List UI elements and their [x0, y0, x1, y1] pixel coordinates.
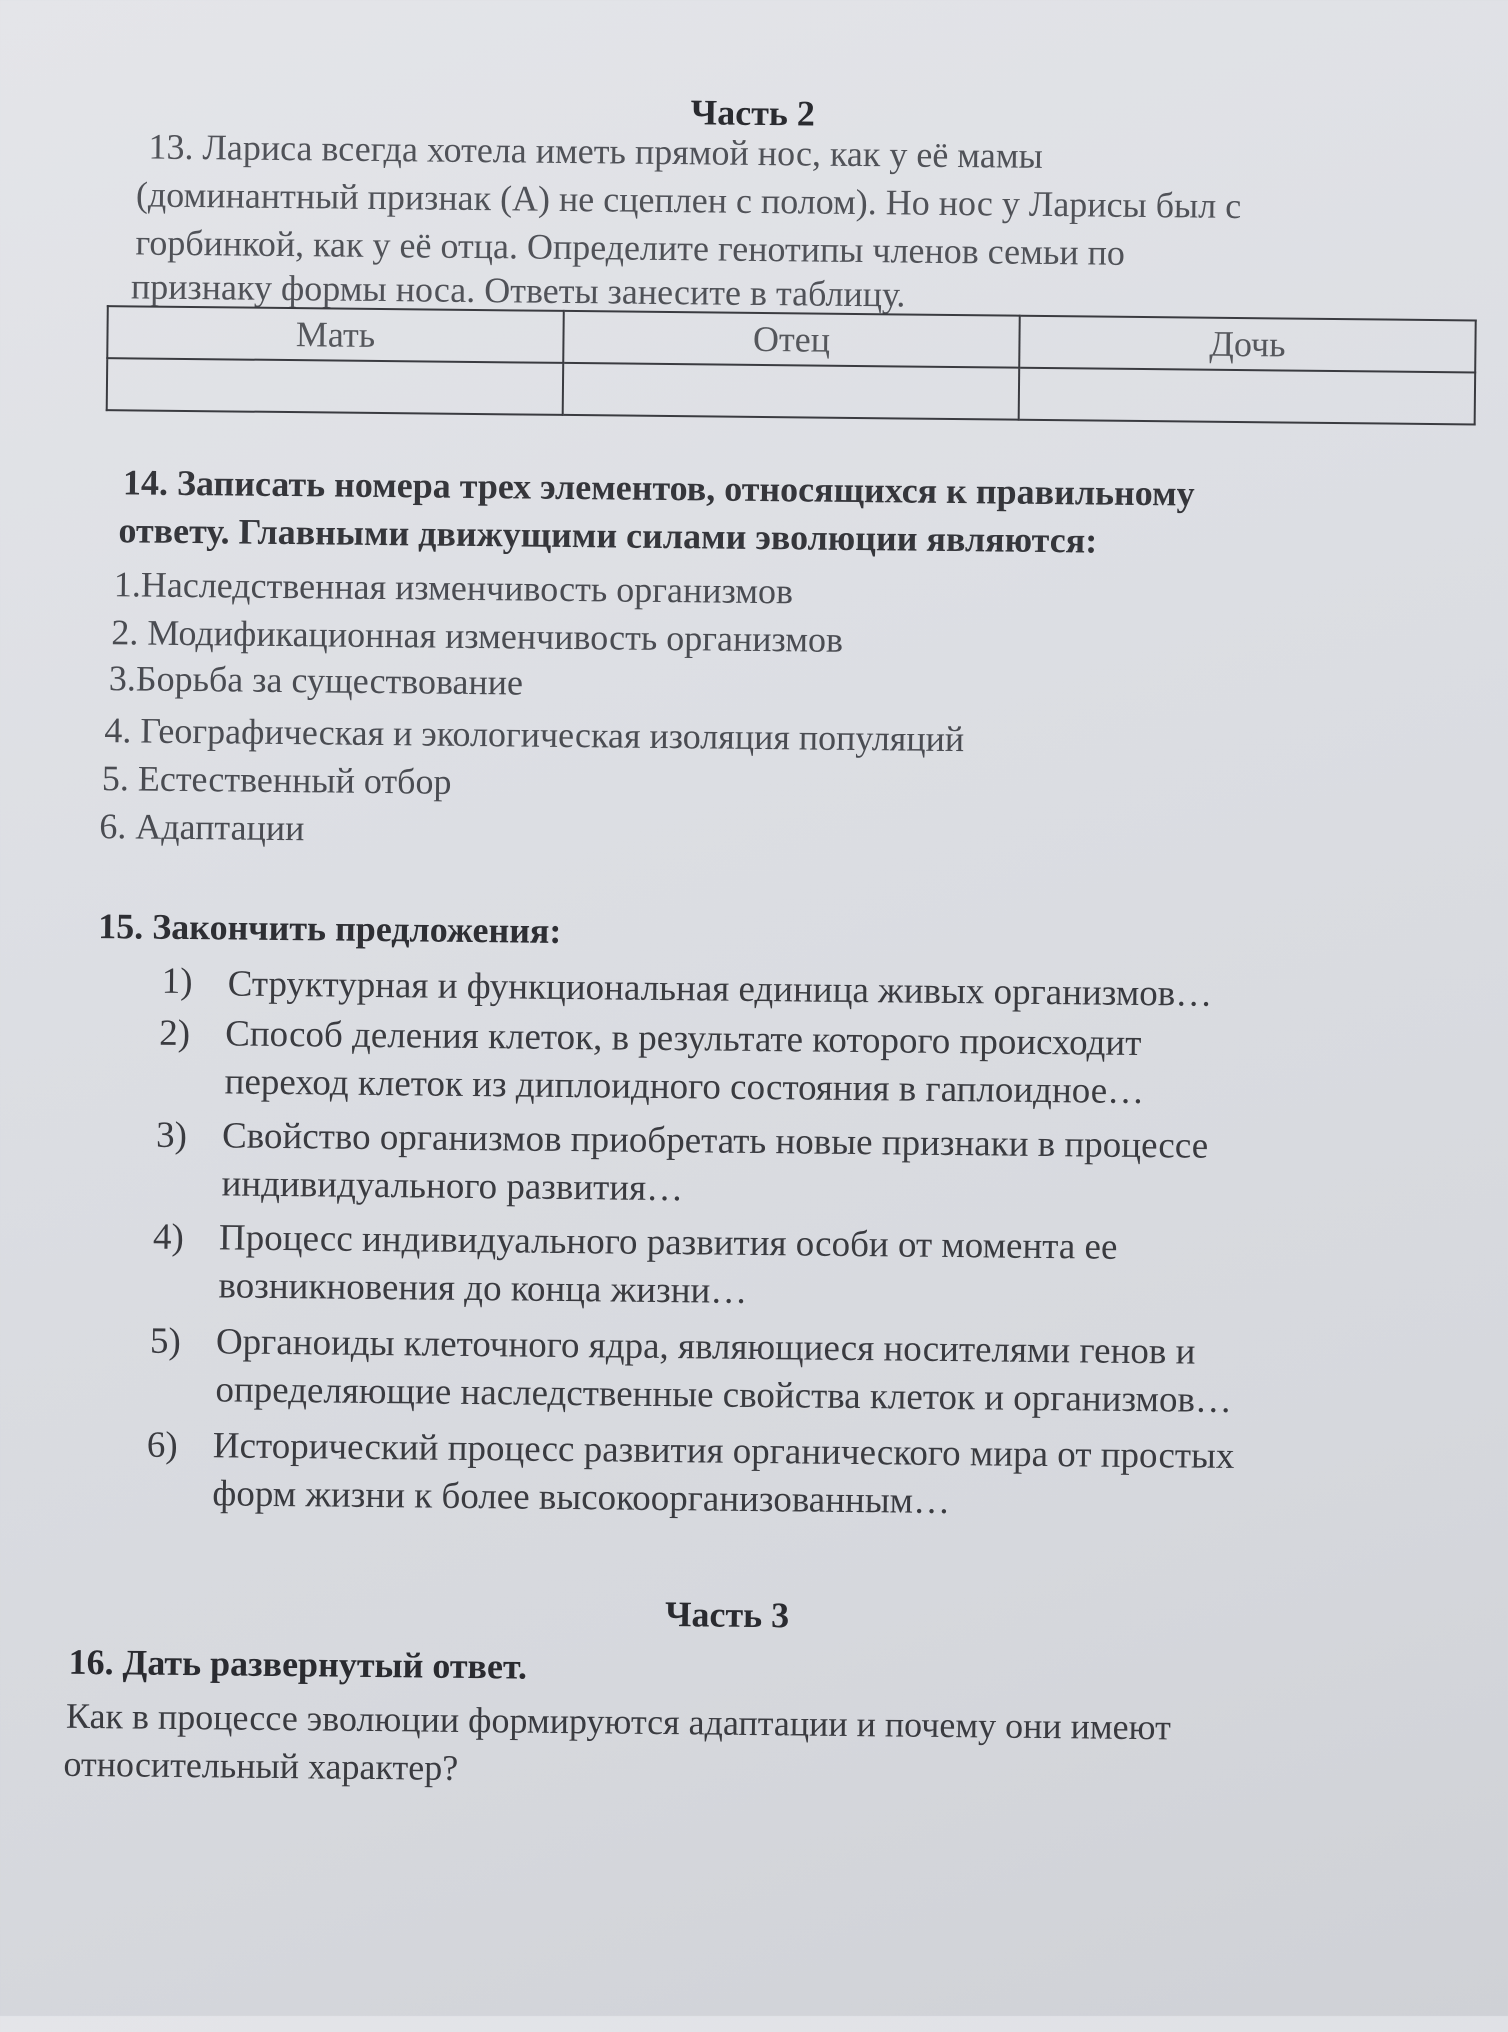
q15-item-6-number: 6): [146, 1424, 178, 1466]
header-daughter: Дочь: [1019, 316, 1476, 373]
q14-option-1: 1.Наследственная изменчивость организмов: [113, 564, 794, 612]
q14-option-2: 2. Модификационная изменчивость организмов: [111, 612, 844, 660]
q13-line-3: горбинкой, как у её отца. Определите генотипы членов семьи по: [135, 222, 1126, 273]
q15-item-3-line-2: индивидуального развития…: [221, 1163, 684, 1210]
answer-cell-father[interactable]: [563, 363, 1020, 420]
q15-item-5-number: 5): [149, 1320, 182, 1362]
q15-item-4-line-2: возникновения до конца жизни…: [218, 1265, 748, 1312]
q15-item-3-number: 3): [155, 1114, 188, 1157]
part3-title: Часть 3: [664, 1594, 790, 1636]
q15-item-3-line-1: Свойство организмов приобретать новые признаки в процессе: [221, 1115, 1209, 1167]
q15-item-2-line-2: переход клеток из диплоидного состояния в гаплоидное…: [224, 1061, 1145, 1113]
q15-item-5-line-1: Органоиды клеточного ядра, являющиеся носителями генов и: [215, 1321, 1196, 1373]
q15-item-1-number: 1): [161, 960, 193, 1003]
q15-item-4-number: 4): [152, 1216, 185, 1258]
q15-item-4-line-1: Процесс индивидуального развития особи от момента ее: [218, 1217, 1118, 1268]
answer-cell-daughter[interactable]: [1019, 368, 1476, 425]
q16-line-2: относительный характер?: [63, 1743, 459, 1788]
header-mother: Мать: [107, 306, 564, 363]
q14-option-6: 6. Адаптации: [99, 806, 305, 849]
q15-item-1-line-1: Структурная и функциональная единица живых организмов…: [227, 963, 1213, 1015]
q15-title: 15. Закончить предложения:: [98, 906, 562, 951]
q15-item-5-line-2: определяющие наследственные свойства клеток и организмов…: [215, 1369, 1233, 1421]
q13-line-4: признаку формы носа. Ответы занесите в таблицу.: [130, 266, 906, 315]
q14-option-3: 3.Борьба за существование: [108, 658, 524, 703]
q15-item-6-line-2: форм жизни к более высокоорганизованным…: [212, 1473, 951, 1523]
answer-table: [106, 305, 1477, 425]
q14-option-4: 4. Географическая и экологическая изоляция популяций: [104, 710, 965, 760]
q16-line-1: Как в процессе эволюции формируются адаптации и почему они имеют: [65, 1695, 1172, 1748]
part2-title: Часть 2: [690, 92, 816, 134]
q15-item-6-line-1: Исторический процесс развития органического мира от простых: [212, 1425, 1235, 1478]
answer-cell-mother[interactable]: [107, 358, 564, 415]
header-father: Отец: [563, 311, 1020, 368]
q14-line-2: ответу. Главными движущими силами эволюции являются:: [118, 510, 1098, 561]
q14-option-5: 5. Естественный отбор: [101, 758, 452, 802]
q15-item-2-number: 2): [158, 1012, 191, 1055]
q13-line-1: 13. Лариса всегда хотела иметь прямой нос, как у её мамы: [148, 126, 1043, 176]
q16-title: 16. Дать развернутый ответ.: [68, 1641, 528, 1687]
q15-item-2-line-1: Способ деления клеток, в результате которого происходит: [224, 1013, 1142, 1065]
q13-line-2: (доминантный признак (А) не сцеплен с полом). Но нос у Ларисы был с: [135, 174, 1242, 227]
q14-line-1: 14. Записать номера трех элементов, относящихся к правильному: [122, 462, 1195, 514]
